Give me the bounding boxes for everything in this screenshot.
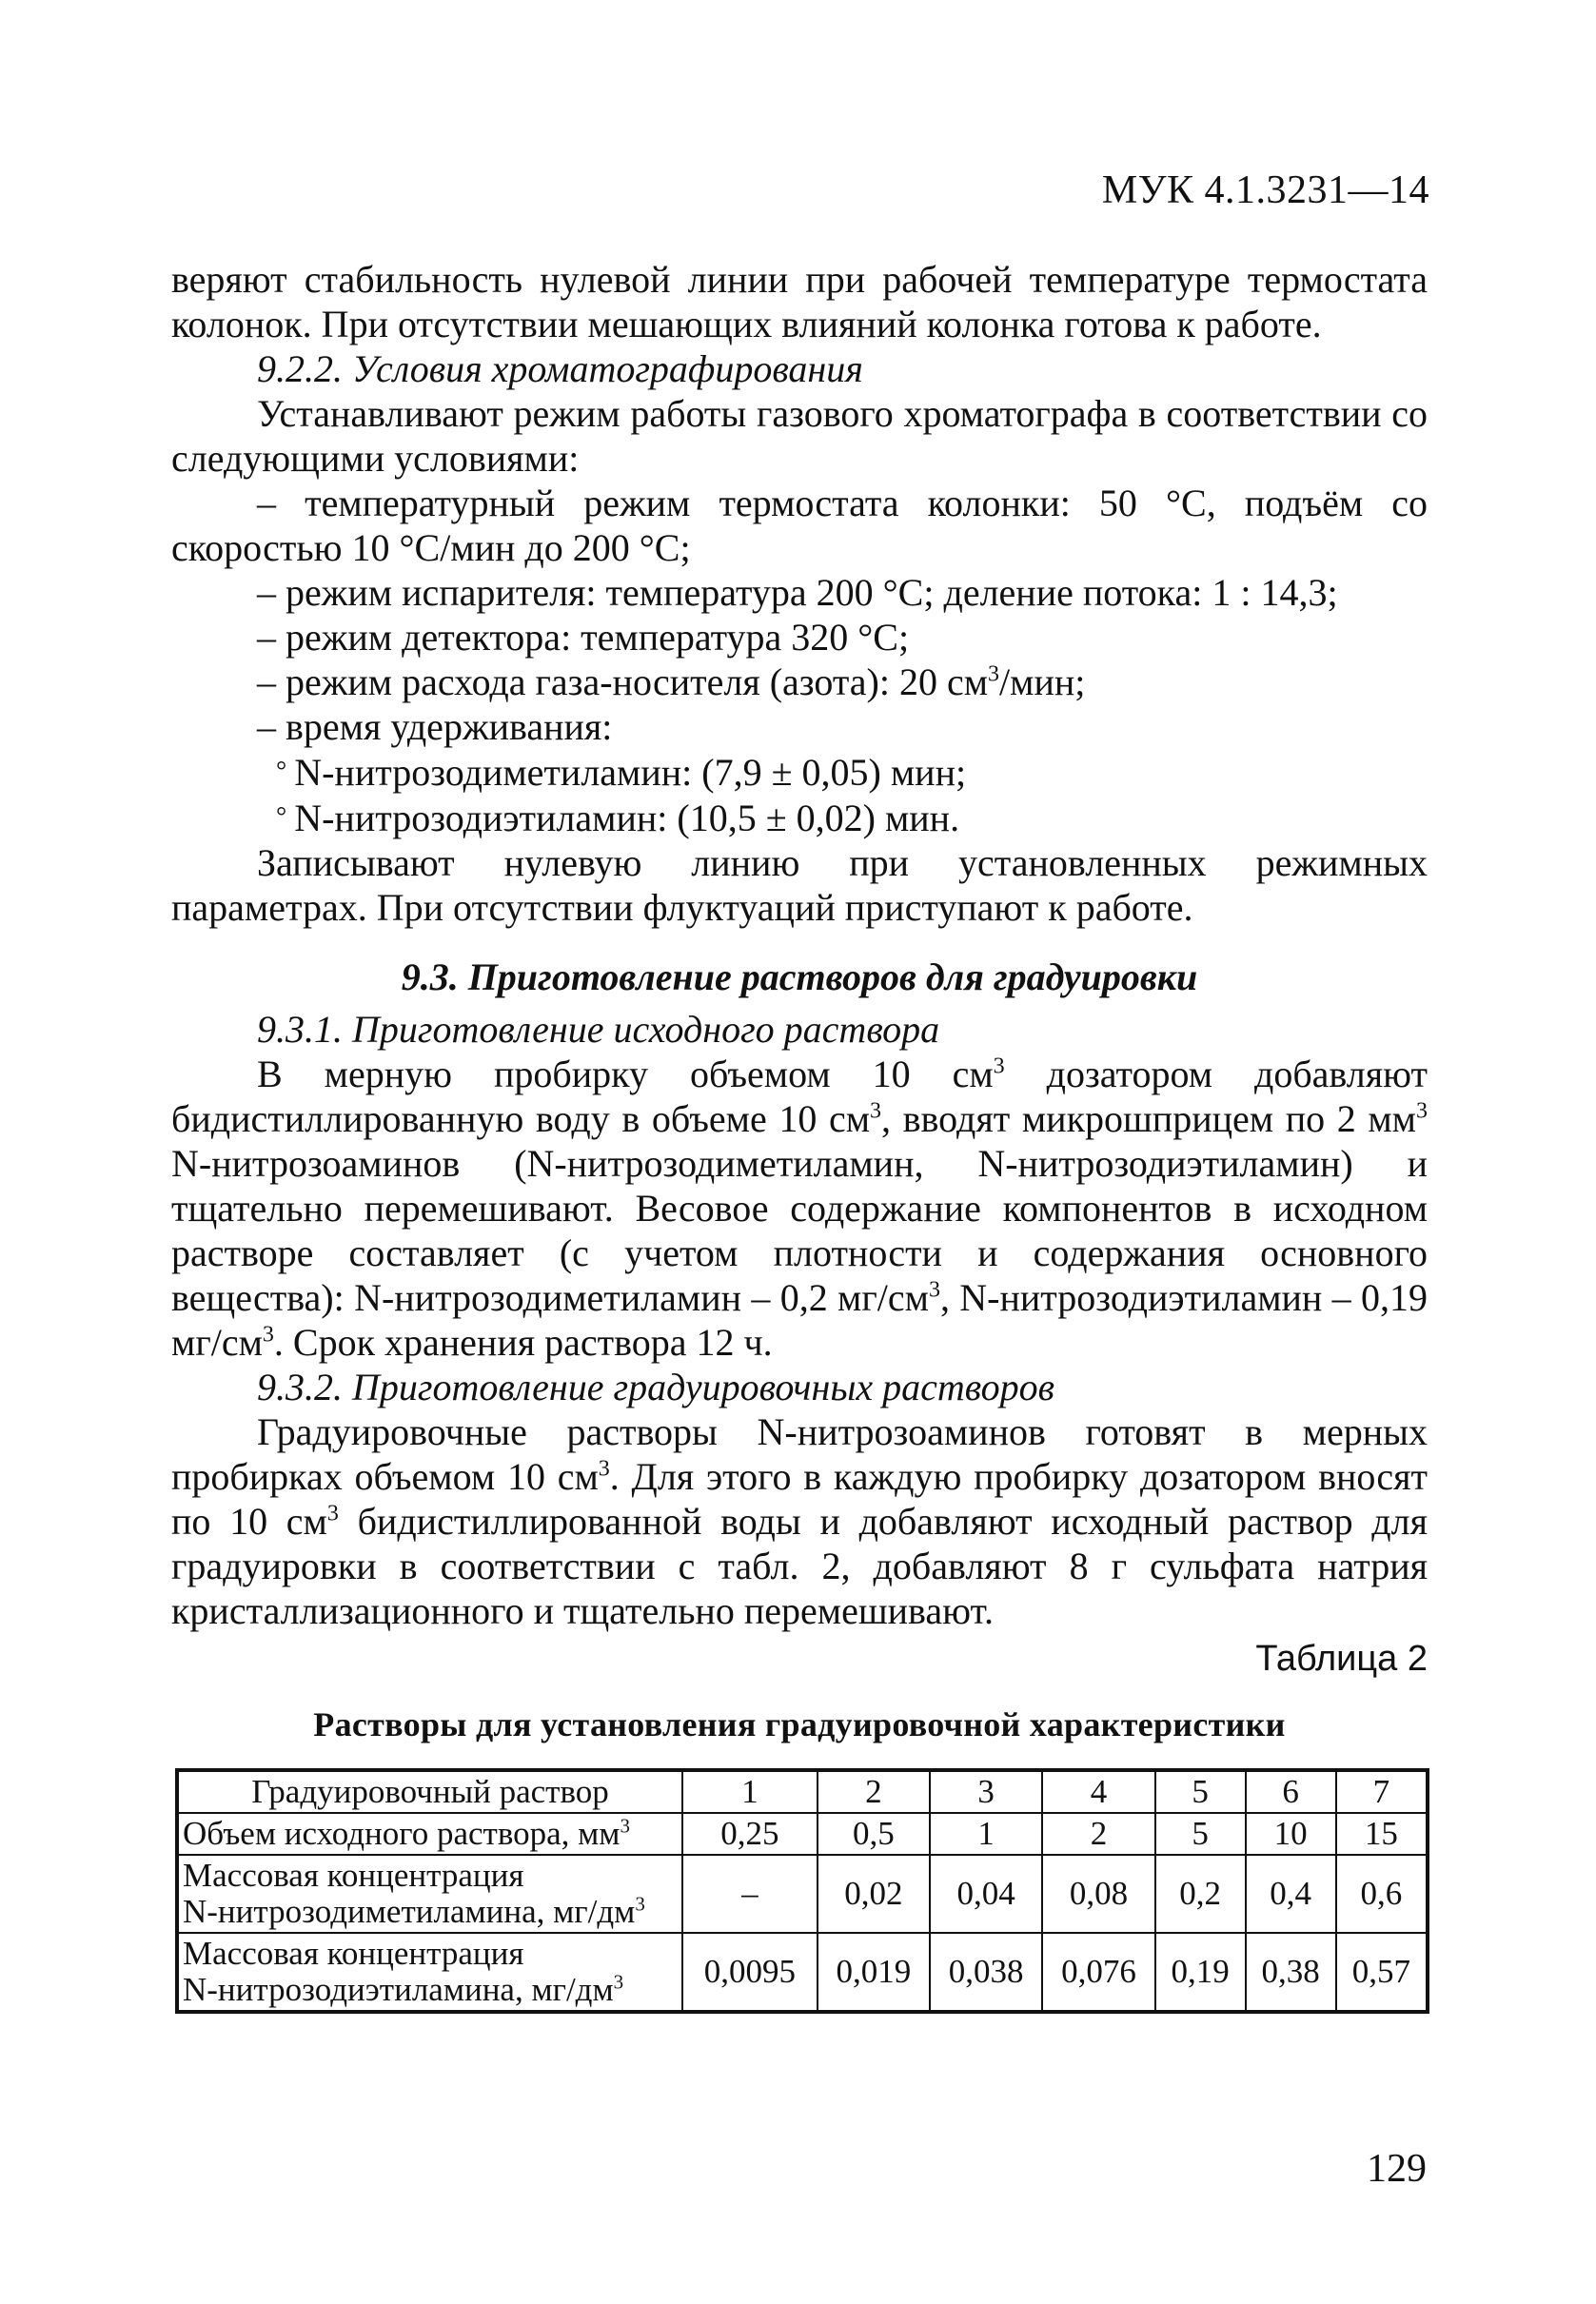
text-run: , N-нитрозодиэтиламин – 0,19 мг/см [171, 1276, 1428, 1364]
superscript: 3 [988, 661, 1000, 687]
bullet-icon: ° [276, 757, 287, 786]
superscript: 3 [326, 1501, 339, 1526]
table-cell: 0,019 [818, 1933, 930, 2012]
section-number: 9.2.2. [257, 347, 343, 390]
condition-item: – режим испарителя: температура 200 °С; деление потока: 1 : 14,3; [257, 571, 1338, 614]
table-cell: 0,57 [1336, 1933, 1428, 2012]
page-number: 129 [1367, 2147, 1427, 2191]
table-cell: 0,4 [1246, 1855, 1336, 1933]
text-run: , вводят микрошприцем по 2 мм [881, 1097, 1416, 1140]
retention-item [171, 795, 1428, 840]
table-header-cell: 3 [930, 1770, 1042, 1813]
table-cell: 0,6 [1336, 1855, 1428, 1933]
table-header-cell: 6 [1246, 1770, 1336, 1813]
section-title: Приготовление градуировочных растворов [352, 1366, 1055, 1408]
table-cell: – [682, 1855, 818, 1933]
superscript: 3 [993, 1054, 1005, 1079]
superscript: 3 [620, 1814, 630, 1838]
table-header-cell: 4 [1042, 1770, 1154, 1813]
text-run: Градуировочные растворы N-нитрозоаминов готовят в мерных пробирках объемом 10 см [171, 1410, 1428, 1498]
paragraph-calibration-solutions [171, 1409, 1428, 1633]
section-title: Условия хроматографирования [352, 347, 863, 390]
table-row [177, 1855, 1428, 1933]
table-cell: 0,25 [682, 1813, 818, 1855]
paragraph-stock-solution [171, 1052, 1428, 1365]
text-run: В мерную пробирку объемом 10 см [257, 1053, 994, 1095]
text-run: . Срок хранения раствора 12 ч. [273, 1321, 773, 1364]
table-cell: 2 [1042, 1813, 1154, 1855]
text-run: . Для этого в каждую пробирку дозатором вносят по 10 см [171, 1455, 1429, 1543]
table-row [177, 1933, 1428, 2012]
section-9-3-1-heading [171, 1007, 1428, 1052]
retention-item [171, 749, 1428, 795]
condition-text: – режим расхода газа-носителя (азота): 20 см [257, 660, 989, 703]
superscript: 3 [1416, 1098, 1428, 1124]
table-cell: 5 [1155, 1813, 1246, 1855]
paragraph-continuation: веряют стабильность нулевой линии при рабочей температуре термостата колонок. При отсутствии мешающих влияний колонка готова к работе. [171, 258, 1428, 345]
document-code-header: МУК 4.1.3231—14 [1101, 168, 1429, 212]
table-cell: 1 [930, 1813, 1042, 1855]
table-header-cell: 5 [1155, 1770, 1246, 1813]
superscript: 3 [613, 1970, 624, 1994]
row-label-text: N-нитрозодиметиламина, мг/дм [183, 1893, 636, 1930]
table-cell: 0,04 [930, 1855, 1042, 1933]
section-9-2-2-heading [171, 346, 1428, 391]
section-number: 9.3.1. [257, 1008, 343, 1051]
table-cell: 0,02 [818, 1855, 930, 1933]
table-row [177, 1813, 1428, 1855]
table-cell: 0,19 [1155, 1933, 1246, 2012]
text-run: бидистиллированной воды и добавляют исходный раствор для градуировки в соответствии с табл. 2, добавляют 8 г сульфата натрия кристаллизационного и тщательно перемешивают. [171, 1500, 1428, 1632]
row-label-text: Массовая концентрация [183, 1935, 524, 1972]
table-header-cell: 2 [818, 1770, 930, 1813]
table-header-row [177, 1770, 1428, 1813]
table-label: Таблица 2 [1255, 1639, 1428, 1679]
condition-text: /мин; [999, 660, 1086, 703]
body-text [171, 257, 1428, 2014]
superscript: 3 [870, 1098, 882, 1124]
table-cell: 0,2 [1155, 1855, 1246, 1933]
retention-text: N-нитрозодиметиламин: (7,9 ± 0,05) мин; [294, 751, 967, 794]
row-label-text: Массовая концентрация [183, 1857, 524, 1894]
table-cell: 15 [1336, 1813, 1428, 1855]
text-run: N-нитрозоаминов (N-нитрозодиметиламин, N-нитрозодиэтиламин) и тщательно перемешивают. Весовое содержание компонентов в исходном растворе составляет (с учетом плотности и содержания основного вещества): N-нитрозодиметиламин – 0,2 мг/см [171, 1142, 1428, 1319]
superscript: 3 [598, 1456, 610, 1482]
text-run: дозатором добавляют бидистиллированную воду в объеме 10 см [171, 1053, 1428, 1140]
bullet-icon: ° [276, 802, 287, 832]
table-cell: 0,038 [930, 1933, 1042, 2012]
table-row-label [177, 1855, 682, 1933]
table-cell: 0,08 [1042, 1855, 1154, 1933]
superscript: 3 [262, 1322, 274, 1348]
superscript: 3 [635, 1892, 645, 1916]
section-number: 9.3.2. [257, 1366, 343, 1408]
section-title: Приготовление исходного раствора [352, 1008, 940, 1051]
row-label-text: Объем исходного раствора, мм [183, 1815, 621, 1852]
section-9-3-heading: 9.3. Приготовление растворов для градуировки [401, 955, 1198, 998]
condition-item: – температурный режим термостата колонки: 50 °С, подъём со скоростью 10 °С/мин до 200 °С; [171, 482, 1428, 569]
calibration-table [175, 1768, 1429, 2014]
table-header-cell: 1 [682, 1770, 818, 1813]
table-caption: Растворы для установления градуировочной характеристики [313, 1705, 1286, 1743]
table-cell: 0,5 [818, 1813, 930, 1855]
paragraph-conditions-intro: Устанавливают режим работы газового хроматографа в соответствии со следующими условиями: [171, 392, 1428, 480]
superscript: 3 [928, 1277, 940, 1303]
retention-text: N-нитрозодиэтиламин: (10,5 ± 0,02) мин. [294, 797, 960, 839]
row-label-text: N-нитрозодиэтиламина, мг/дм [183, 1971, 614, 2008]
condition-item [171, 660, 1428, 704]
table-cell: 10 [1246, 1813, 1336, 1855]
table-header-cell: Градуировочный раствор [177, 1770, 682, 1813]
table-cell: 0,38 [1246, 1933, 1336, 2012]
condition-item: – режим детектора: температура 320 °С; [257, 616, 910, 659]
paragraph-baseline: Записывают нулевую линию при установленных режимных параметрах. При отсутствии флуктуаций приступают к работе. [171, 841, 1428, 929]
table-header-cell: 7 [1336, 1770, 1428, 1813]
section-9-3-2-heading [171, 1365, 1428, 1409]
table-row-label [177, 1813, 682, 1855]
table-cell: 0,0095 [682, 1933, 818, 2012]
condition-item: – время удерживания: [257, 705, 613, 748]
table-cell: 0,076 [1042, 1933, 1154, 2012]
table-row-label [177, 1933, 682, 2012]
